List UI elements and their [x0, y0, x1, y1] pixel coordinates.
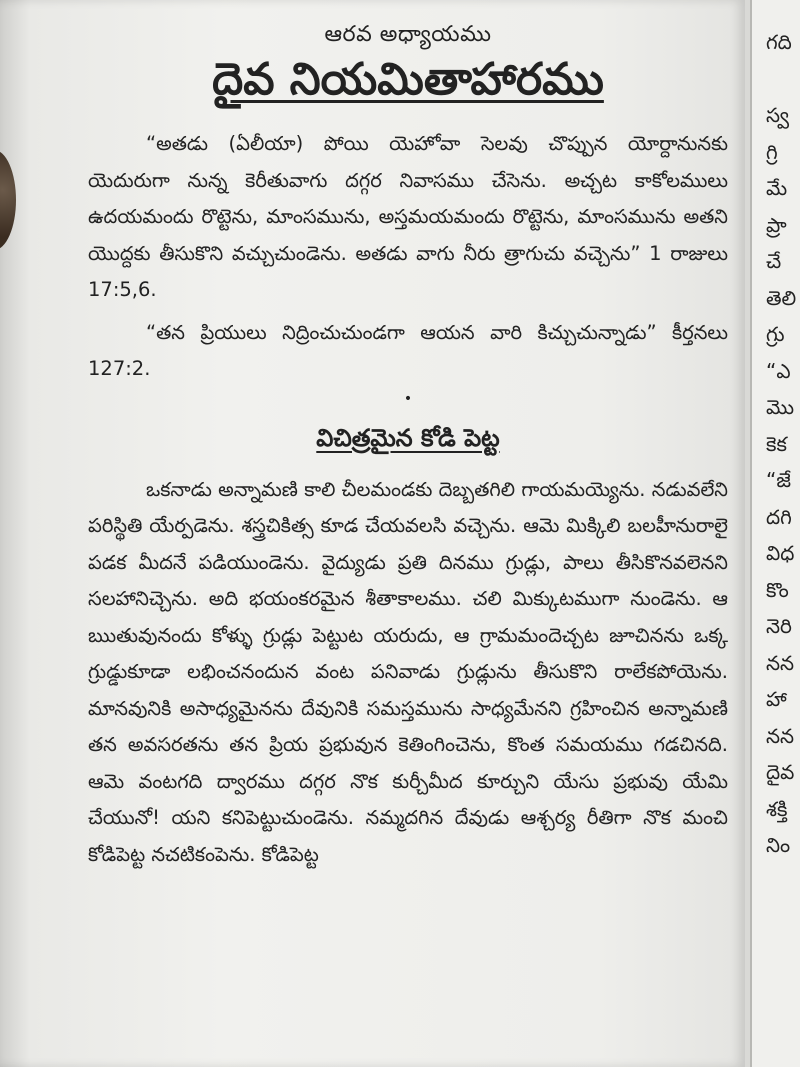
right-page-fragment	[766, 61, 800, 98]
right-page-fragment: గది	[766, 30, 792, 54]
right-page-fragment: కెక	[766, 431, 787, 456]
section-title: విచిత్రమైన కోడి పెట్ట	[316, 423, 500, 452]
right-page-fragment: నన	[766, 723, 795, 748]
scripture-quote-1: “అతడు (ఏలీయా) పోయి యెహోవా సెలవు చొప్పున యోర్దానునకు యెదురుగా నున్న కెరీతువాగు దగ్గర నివాసము చేసెను. అచ్చట కాకోలములు ఉదయమందు రొట్టెను, మాంసమును, అస్తమయమందు రొట్టెను, మాంసమును అతని యొద్దకు తీసుకొని వచ్చుచుండెను. అతడు వాగు నీరు త్రాగుచు వచ్చెను” 1 రాజులు 17:5,6.	[88, 132, 728, 301]
right-page-fragment: “ఎ	[766, 358, 791, 383]
separator-dot: •	[403, 390, 413, 407]
right-page-fragment: గ్రి	[766, 139, 778, 164]
right-page-fragment: నెరి	[766, 614, 792, 638]
right-page-fragment: గ్రు	[766, 322, 785, 346]
right-page-fragment: దగి	[766, 504, 792, 529]
scripture-quote-2: “తన ప్రియులు నిద్రించుచుండగా ఆయన వారి కిచ్చుచున్నాడు” కీర్తనలు 127:2.	[88, 320, 728, 380]
right-page-fragment: శక్తి	[766, 796, 788, 821]
right-page-fragments	[766, 24, 800, 864]
story-paragraph: ఒకనాడు అన్నామణి కాలి చీలమండకు దెబ్బతగిలి గాయమయ్యెను. నడువలేని పరిస్థితి యేర్పడెను. శస్త్రచికిత్స కూడ చేయవలసి వచ్చెను. ఆమె మిక్కిలి బలహీనురాలై పడక మీదనే పడియుండెను. వైద్యుడు ప్రతి దినము గ్రుడ్లు, పాలు తీసికొనవలెనని సలహానిచ్చెను. అది భయంకరమైన శీతాకాలము. చలి మిక్కుటముగా నుండెను. ఆ ఋతువునందు కోళ్ళు గ్రుడ్లు పెట్టుట యరుదు, ఆ గ్రామమందెచ్చట జూచినను ఒక్క గ్రుడ్డుకూడా లభించనందున వంట పనివాడు గ్రుడ్లును తీసుకొని రాలేకపోయెను. మానవునికి అసాధ్యమైనను దేవునికి సమస్తమును సాధ్యమేనని గ్రహించిన అన్నామణి తన అవసరతను తన ప్రియ ప్రభువున కెతింగించెను, కొంత సమయము గడచినది. ఆమె వంటగది ద్వారము దగ్గర నొక కుర్చీమీద కూర్చుని యేసు ప్రభువు యేమి చేయునో! యని కనిపెట్టుచుండెను. నమ్మదగిన దేవుడు ఆశ్చర్య రీతిగా నొక మంచి కోడిపెట్ట నచటికంపెను. కోడిపెట్ట	[88, 477, 728, 866]
right-page-fragment: నిం	[766, 833, 791, 857]
right-page-fragment: స్వ	[766, 103, 789, 127]
right-page-fragment: నన	[766, 650, 795, 675]
chapter-heading: ఆరవ అధ్యాయము	[324, 22, 492, 47]
right-page-fragment: “జే	[766, 468, 791, 492]
page-content	[88, 22, 728, 873]
right-page-edge	[750, 0, 800, 1067]
right-page-fragment: కొం	[766, 577, 789, 602]
right-page-fragment: మొ	[766, 395, 795, 419]
chapter-title: దైవ నియమితాహారము	[212, 54, 604, 105]
right-page-fragment: మే	[766, 176, 788, 200]
right-page-fragment: ప్రా	[766, 212, 787, 237]
right-page-fragment: విధ	[766, 541, 795, 565]
right-page-fragment: తెలి	[766, 285, 797, 310]
right-page-fragment: హా	[766, 687, 787, 711]
right-page-fragment: దైవ	[766, 760, 795, 784]
right-page-fragment: చే	[766, 249, 782, 273]
